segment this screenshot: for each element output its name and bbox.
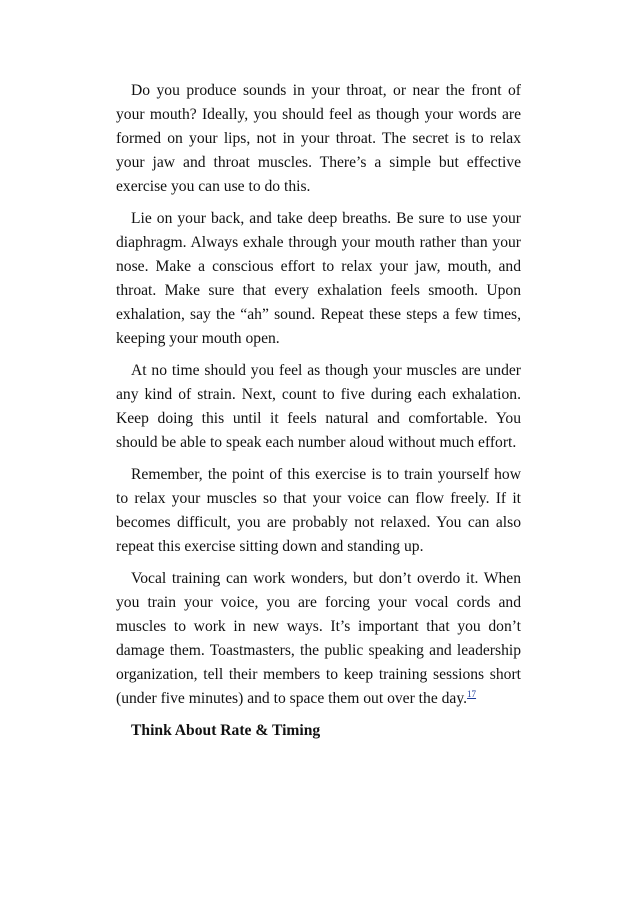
document-page bbox=[116, 79, 521, 743]
paragraph-vocal-training-text: Vocal training can work wonders, but don’t overdo it. When you train your voice, you are forcing your vocal cords and muscles to work in new ways. It’s important that you don’t damage them. Toastmasters, the public speaking and leadership organization, tell their members to keep training sessions short (under five minutes) and to space them out over the day. bbox=[116, 570, 521, 707]
paragraph-remember: Remember, the point of this exercise is to train yourself how to relax your muscles so that your voice can flow freely. If it becomes difficult, you are probably not relaxed. You can also repeat this exercise sitting down and standing up. bbox=[116, 466, 521, 555]
paragraph-throat-sounds: Do you produce sounds in your throat, or near the front of your mouth? Ideally, you should feel as though your words are formed on your lips, not in your throat. The secret is to relax your jaw and throat muscles. There’s a simple but effective exercise you can use to do this. bbox=[116, 82, 521, 195]
paragraph-lie-on-back: Lie on your back, and take deep breaths. Be sure to use your diaphragm. Always exhale through your mouth rather than your nose. Make a conscious effort to relax your jaw, mouth, and throat. Make sure that every exhalation feels smooth. Upon exhalation, say the “ah” sound. Repeat these steps a few times, keeping your mouth open. bbox=[116, 210, 521, 347]
section-heading: Think About Rate & Timing bbox=[131, 722, 321, 739]
footnote-link[interactable]: 17 bbox=[467, 689, 477, 699]
paragraph-vocal-training bbox=[116, 567, 521, 711]
paragraph-no-strain: At no time should you feel as though your muscles are under any kind of strain. Next, count to five during each exhalation. Keep doing this until it feels natural and comfortable. You should be able to speak each number aloud without much effort. bbox=[116, 362, 521, 451]
